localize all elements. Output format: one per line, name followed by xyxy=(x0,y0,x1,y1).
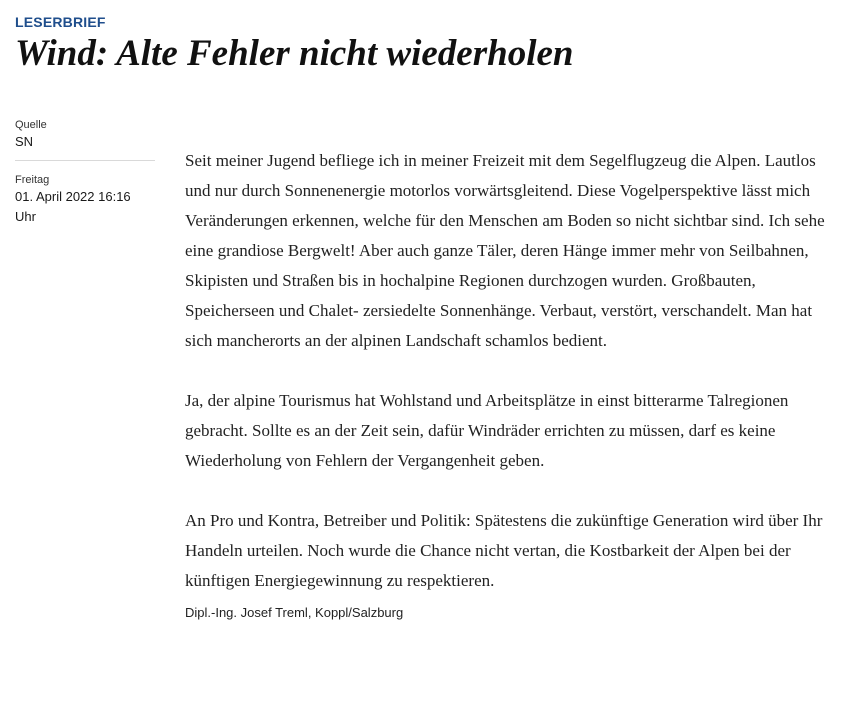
article-body xyxy=(185,146,835,624)
day-label: Freitag xyxy=(15,174,50,186)
date-block xyxy=(15,161,155,227)
source-value: SN xyxy=(15,134,34,149)
source-block xyxy=(15,118,155,161)
article-paragraph-2: Ja, der alpine Tourismus hat Wohlstand und Arbeitsplätze in einst bitterarme Talregionen gebracht. Sollte es an der Zeit sein, dafür Windräder errichten zu müssen, darf es keine Wiederholung von Fehlern der Vergangenheit geben. xyxy=(185,391,789,470)
article-meta xyxy=(15,118,155,227)
section-kicker[interactable]: LESERBRIEF xyxy=(15,14,106,30)
article-headline: Wind: Alte Fehler nicht wiederholen xyxy=(15,33,574,74)
source-label: Quelle xyxy=(15,119,47,131)
article-paragraph-1: Seit meiner Jugend befliege ich in meiner Freizeit mit dem Segelflugzeug die Alpen. Lautlos und nur durch Sonnenenergie motorlos vorwärtsgleitend. Diese Vogelperspektive lässt mich Veränderungen erkennen, welche für den Menschen am Boden so nicht sichtbar sind. Ich sehe eine grandiose Bergwelt! Aber auch ganze Täler, deren Hänge immer mehr von Seilbahnen, Skipisten und Straßen bis in hochalpine Regionen durchzogen wurden. Großbauten, Speicherseen und Chalet- zersiedelte Sonnenhänge. Verbaut, verstört, verschandelt. Man hat sich mancherorts an der alpinen Landschaft schamlos bedient. xyxy=(185,151,825,350)
publish-date: 01. April 2022 16:16 Uhr xyxy=(15,189,131,224)
author-signature: Dipl.-Ing. Josef Treml, Koppl/Salzburg xyxy=(185,605,404,620)
article-paragraph-3: An Pro und Kontra, Betreiber und Politik: Spätestens die zukünftige Generation wird über Ihr Handeln urteilen. Noch wurde die Chance nicht vertan, die Kostbarkeit der Alpen bei der künftigen Energiegewinnung zu respektieren. xyxy=(185,511,823,590)
